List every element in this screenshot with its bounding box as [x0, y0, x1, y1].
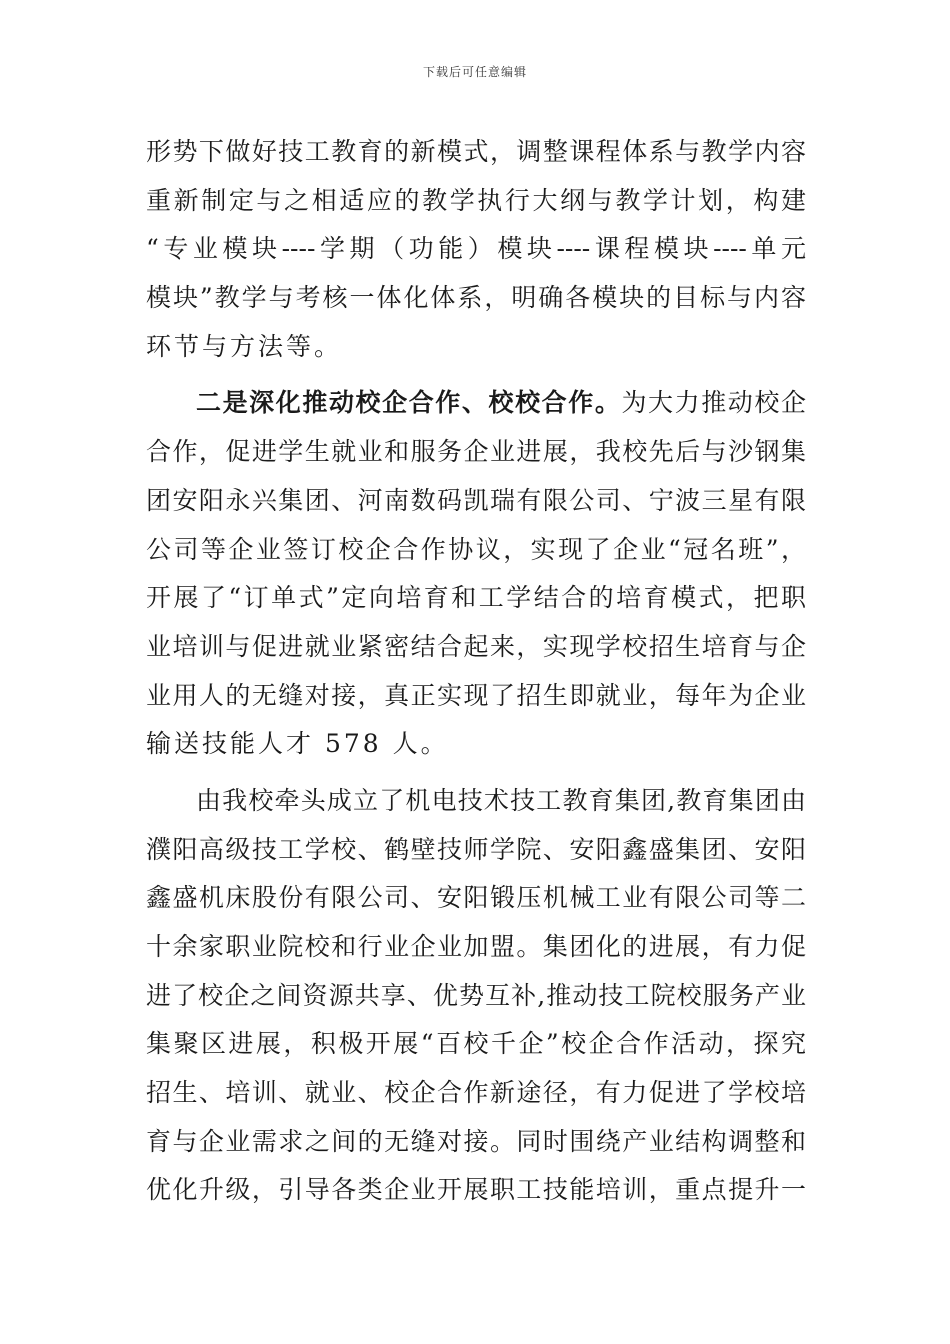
text-line: 濮阳高级技工学校、鹤壁技师学院、安阳鑫盛集团、安阳 — [146, 834, 806, 864]
text-line: 开展了“订单式”定向培育和工学结合的培育模式，把职 — [146, 583, 806, 613]
text-line: 业用人的无缝对接，真正实现了招生即就业，每年为企业 — [146, 680, 806, 710]
paragraph-1 — [146, 128, 806, 371]
paragraph-2 — [146, 379, 806, 769]
text-line: 鑫盛机床股份有限公司、安阳锻压机械工业有限公司等二 — [146, 883, 806, 913]
bold-heading: 二是深化推动校企合作、校校合作。 — [196, 388, 622, 418]
text-line: 输送技能人才 578 人。 — [146, 729, 449, 759]
text-line: 合作，促进学生就业和服务企业进展，我校先后与沙钢集 — [146, 437, 806, 467]
text-line: 进了校企之间资源共享、优势互补,推动技工院校服务产业 — [146, 980, 806, 1010]
text-line: 集聚区进展，积极开展“百校千企”校企合作活动，探究 — [146, 1029, 806, 1059]
paragraph-3 — [146, 777, 806, 1215]
text-line: 团安阳永兴集团、河南数码凯瑞有限公司、宁波三星有限 — [146, 485, 806, 515]
page-header: 下载后可任意编辑 — [422, 65, 527, 79]
text-line-lead: 由我校牵头成立了机电技术技工教育集团,教育集团由 — [196, 785, 806, 815]
text-line: 重新制定与之相适应的教学执行大纲与教学计划，构建 — [146, 185, 806, 215]
text-line: 招生、培训、就业、校企合作新途径，有力促进了学校培 — [146, 1078, 806, 1108]
text-line: 形势下做好技工教育的新模式，调整课程体系与教学内容 — [146, 137, 806, 166]
text-line: 公司等企业签订校企合作协议，实现了企业“冠名班”， — [146, 534, 806, 564]
text-line: 优化升级，引导各类企业开展职工技能培训，重点提升一 — [146, 1175, 806, 1205]
text-line: “专业模块----学期（功能）模块----课程模块----单元 — [146, 234, 806, 264]
text-line: 模块”教学与考核一体化体系，明确各模块的目标与内容 — [146, 283, 806, 313]
text-line: 育与企业需求之间的无缝对接。同时围绕产业结构调整和 — [146, 1126, 806, 1156]
text-line-lead — [146, 379, 806, 428]
lead-text: 为大力推动校企 — [621, 388, 806, 418]
document-body — [146, 128, 806, 1215]
text-line: 环节与方法等。 — [146, 331, 343, 361]
text-line: 十余家职业院校和行业企业加盟。集团化的进展，有力促 — [146, 932, 806, 961]
text-line: 业培训与促进就业紧密结合起来，实现学校招生培育与企 — [146, 631, 806, 661]
